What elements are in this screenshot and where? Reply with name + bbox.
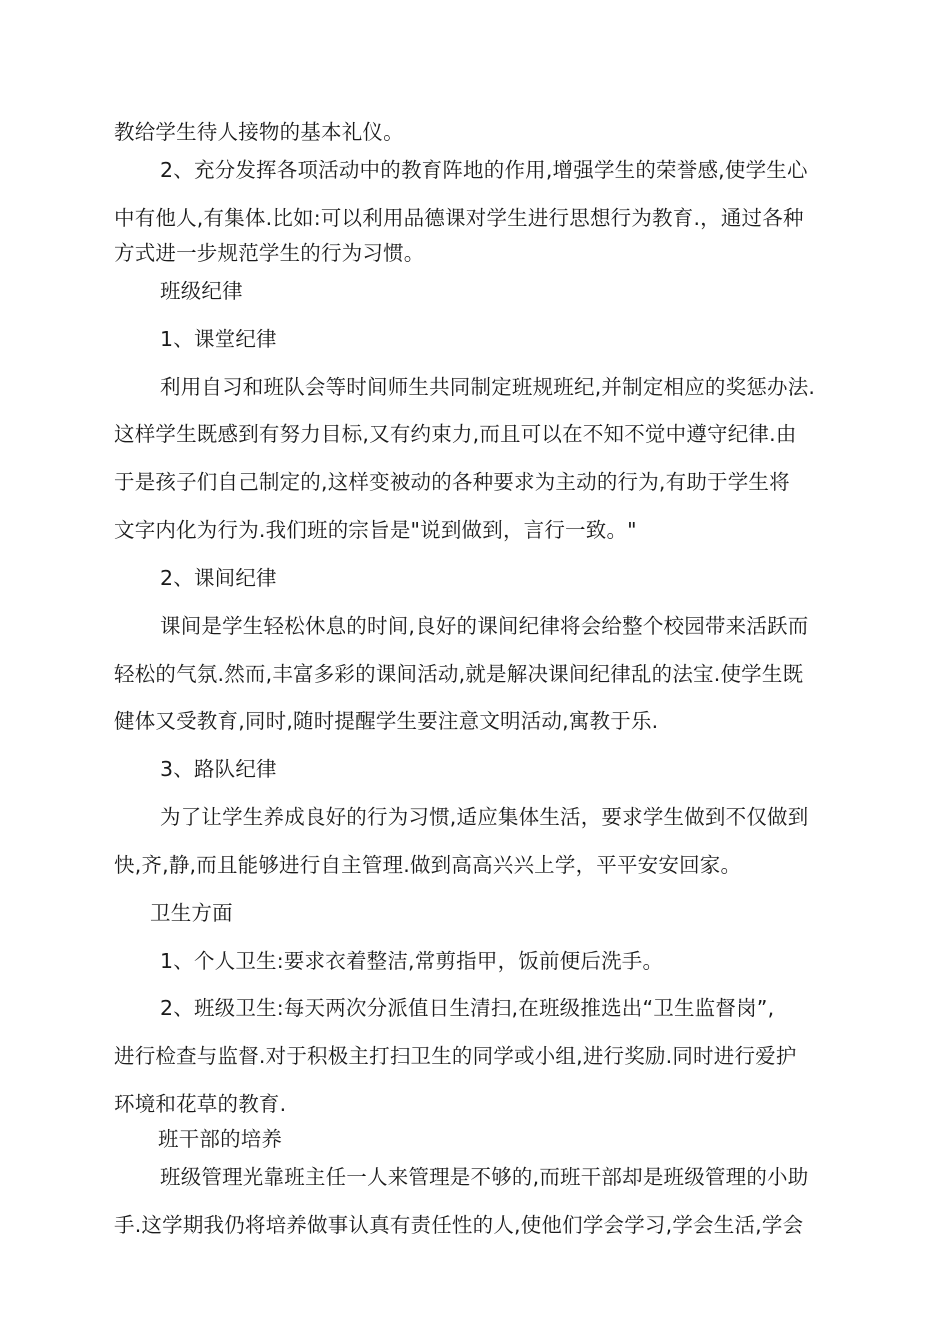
text-line: 文字内化为行为.我们班的宗旨是"说到做到，言行一致。" <box>114 518 637 542</box>
subsection-heading: 1、课堂纪律 <box>160 327 277 351</box>
text-line: 手.这学期我仍将培养做事认真有责任性的人,使他们学会学习,学会生活,学会 <box>114 1213 804 1237</box>
text-line: 于是孩子们自己制定的,这样变被动的各种要求为主动的行为,有助于学生将 <box>114 470 790 494</box>
text-line: 2、班级卫生:每天两次分派值日生清扫,在班级推选出“卫生监督岗”, <box>160 996 775 1020</box>
text-line: 健体又受教育,同时,随时提醒学生要注意文明活动,寓教于乐. <box>114 709 659 733</box>
section-heading: 班干部的培养 <box>158 1127 283 1151</box>
text-line: 为了让学生养成良好的行为习惯,适应集体生活，要求学生做到不仅做到 <box>160 805 809 829</box>
text-line: 课间是学生轻松休息的时间,良好的课间纪律将会给整个校园带来活跃而 <box>160 614 809 638</box>
text-line: 2、充分发挥各项活动中的教育阵地的作用,增强学生的荣誉感,使学生心 <box>160 158 808 182</box>
section-heading: 卫生方面 <box>150 901 233 925</box>
text-line: 这样学生既感到有努力目标,又有约束力,而且可以在不知不觉中遵守纪律.由 <box>114 422 797 446</box>
text-line: 利用自习和班队会等时间师生共同制定班规班纪,并制定相应的奖惩办法. <box>160 375 816 399</box>
text-line: 1、个人卫生:要求衣着整洁,常剪指甲，饭前便后洗手。 <box>160 949 664 973</box>
section-heading: 班级纪律 <box>160 279 243 303</box>
text-line: 快,齐,静,而且能够进行自主管理.做到高高兴兴上学，平平安安回家。 <box>114 853 742 877</box>
text-line: 教给学生待人接物的基本礼仪。 <box>114 120 404 144</box>
subsection-heading: 3、路队纪律 <box>160 757 277 781</box>
text-line: 班级管理光靠班主任一人来管理是不够的,而班干部却是班级管理的小助 <box>160 1165 809 1189</box>
text-line: 方式进一步规范学生的行为习惯。 <box>114 241 425 265</box>
subsection-heading: 2、课间纪律 <box>160 566 277 590</box>
text-line: 中有他人,有集体.比如:可以利用品德课对学生进行思想行为教育.，通过各种 <box>114 206 804 230</box>
text-line: 进行检查与监督.对于积极主打扫卫生的同学或小组,进行奖励.同时进行爱护 <box>114 1044 797 1068</box>
text-line: 环境和花草的教育. <box>114 1092 287 1116</box>
text-line: 轻松的气氛.然而,丰富多彩的课间活动,就是解决课间纪律乱的法宝.使学生既 <box>114 662 804 686</box>
